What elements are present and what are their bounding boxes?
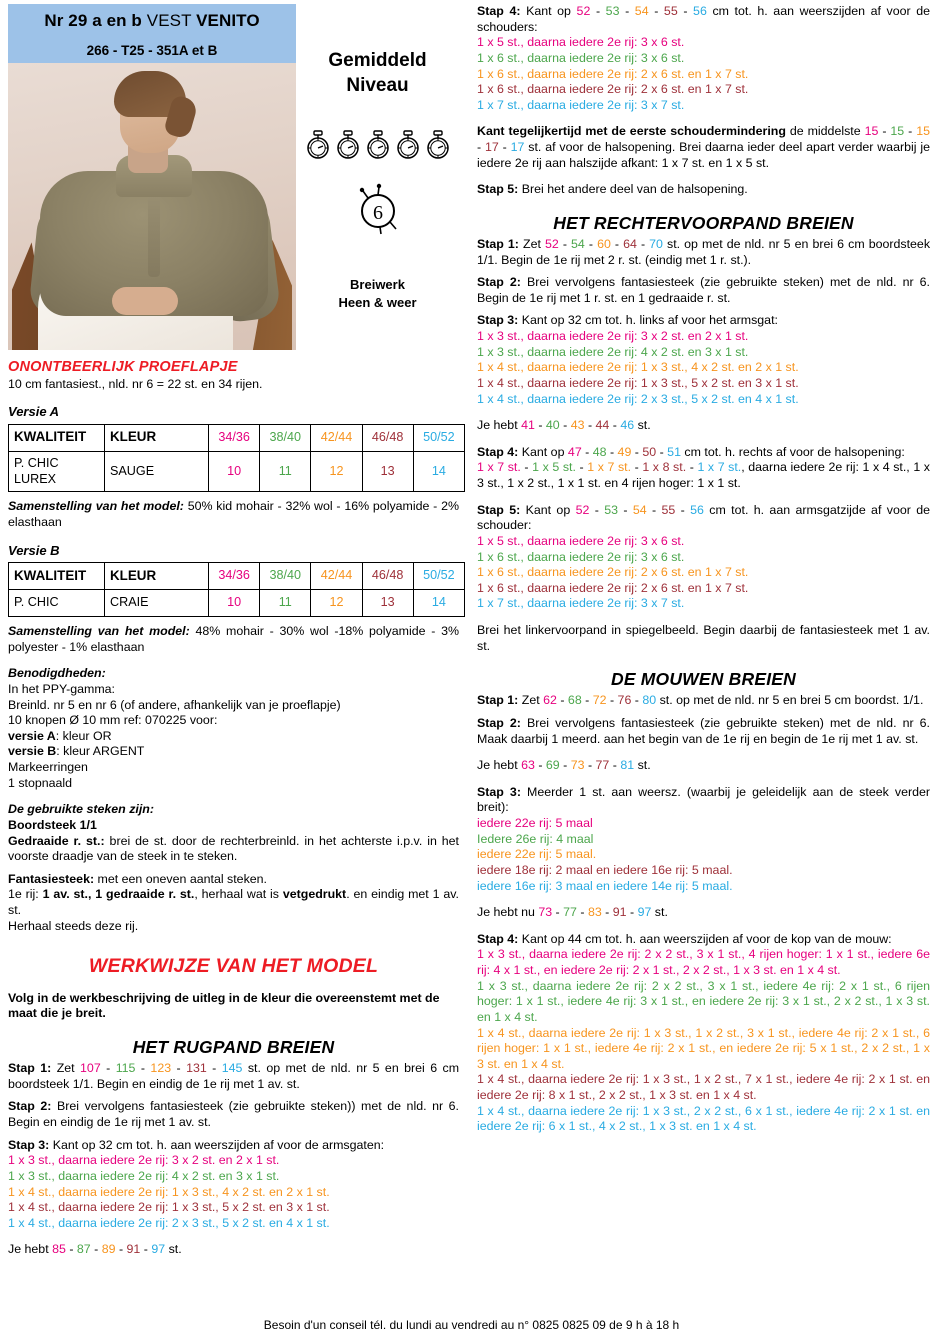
left-column [8,4,469,1339]
jehebt-value-1: 41 [521,418,535,433]
rugpand-stap-1: Stap 1: Zet 107 - 115 - 123 - 131 - 145 st. op met de nld. nr 5 en brei 6 cm boordsteek 1/1. Begin en eindig de 1e rij met 1 av. st. [8,1061,460,1091]
cell-qty-3: 12 [311,590,362,617]
difficulty-block [296,4,459,350]
rugpand-stap3-size-5: 1 x 4 st., daarna iedere 2e rij: 2 x 3 st., 5 x 2 st. en 4 x 1 st. [8,1215,330,1230]
rugpand-neck-note: Kant tegelijkertijd met de eerste schoudermindering de middelste 15 - 15 - 15 - 17 - 17 st. af voor de halsopening. Brei daarna ieder deel apart verder waarbij je iedere 2e rij aan halszijde afkant: 1 x 7 st. en 1 x 5 st. [477,124,931,170]
mouwen-stap-2 [477,716,930,747]
cell-colour: SAUGE [105,451,209,492]
version-a-button-colour: : kleur OR [55,728,112,743]
stap5-value-2: 53 [604,502,619,517]
rugpand-stap-5 [477,182,930,198]
jehebt-value-5: 97 [151,1242,166,1257]
rvp-stap5-size-2: 1 x 6 st., daarna iedere 2e rij: 3 x 6 st. [477,549,685,564]
jehebt-suffix: st. [165,1242,182,1257]
rvp-stap3-size-3: 1 x 4 st., daarna iedere 2e rij: 1 x 3 st., 4 x 2 st. en 2 x 1 st. [477,360,799,375]
stap2-text: Brei vervolgens fantasiesteek (zie gebruikte steken)) met de nld. nr 6. Begin en eindig de 1e rij met 1 av. st. [8,1099,459,1129]
rvp-stap3-result: Je hebt 41 - 40 - 43 - 44 - 46 st. [477,418,651,433]
jehebt1-prefix: Je hebt [477,758,522,773]
table-row [9,590,465,617]
header-kwaliteit: KWALITEIT [9,424,105,451]
pattern-reference: 266 - T25 - 351A et B [86,43,218,59]
cell-qty-4: 13 [362,590,413,617]
cell-qty-2: 11 [260,451,311,492]
stap4-prefix: Kant op [518,444,568,459]
stap1-value-3: 72 [592,693,607,708]
stap5-suffix: cm tot. h. aan armsgatzijde af voor de schouder: [477,502,930,533]
fantasie-label: Fantasiesteek: [8,871,95,886]
jehebt-value-3: 89 [101,1242,116,1257]
header-size-4: 46/48 [362,563,413,590]
gedraaide-label: Gedraaide r. st.: [8,833,105,848]
header-row [8,4,459,350]
stap5-label: Stap 5: [477,502,521,517]
stap4-value-5: 51 [667,444,681,459]
header-size-4: 46/48 [362,424,413,451]
stap1-label: Stap 1: [8,1061,52,1076]
rvp-stap-3 [477,313,930,329]
jehebt2-suffix: st. [651,905,668,920]
stitch-row-1 [8,887,459,918]
stap4-value-2: 53 [605,4,620,18]
rugpand-stap4-size-2: 1 x 6 st., daarna iedere 2e rij: 3 x 6 st. [477,50,685,65]
model-hands [112,287,178,315]
werkwijze-intro: Volg in de werkbeschrijving de uitleg in de kleur die overeenstemt met de maat die je breit. [8,990,440,1021]
jehebt-value-4: 44 [595,418,610,433]
rvp-stap5-size-5: 1 x 7 st., daarna iedere 2e rij: 3 x 7 st. [477,596,685,611]
rij1-middle: , herhaal wat is [194,887,283,902]
title-model-number: Nr 29 a en b [44,11,147,30]
header-kwaliteit: KWALITEIT [9,563,105,590]
kant-middle: de middelste [785,124,865,139]
stap1-prefix: Zet [51,1061,81,1076]
mouwen-stap4-size-5: 1 x 4 st., daarna iedere 2e rij: 1 x 3 st., 2 x 2 st., 6 x 1 st., iedere 4e rij: 2 x 1 st. en iedere 2e rij: 6 x 1 st., 4 x 2 st., 1 x 3 st. en 1 x 4 st. [477,1103,930,1134]
mouwen-stap-3 [477,785,930,816]
supplies-version-a [8,729,459,745]
version-b-table [8,562,465,617]
jehebt-value-5: 46 [620,418,635,433]
header-size-1: 34/36 [209,563,260,590]
rvp-stap5-size-1: 1 x 5 st., daarna iedere 2e rij: 3 x 6 st. [477,533,685,548]
stap3-text: Kant op 32 cm tot. h. links af voor het armsgat: [518,313,778,328]
stap4-seq-3: 1 x 7 st. [587,460,632,475]
mouwen-stap4-size-4: 1 x 4 st., daarna iedere 2e rij: 1 x 3 st., 1 x 2 st., 7 x 1 st., iedere 4e rij: 2 x 1 st. en iedere 2e rij: 8 x 1 st., 2 x 2 st., 1 x 3 st. en 1 x 4 st. [477,1072,930,1103]
gauge-text: 10 cm fantasiest., nld. nr 6 = 22 st. en 34 rijen. [8,376,263,391]
stap4-value-5: 56 [693,4,707,18]
stap4-tail: , daarna iedere 2e rij: 1 x 4 st., 1 x 3 st., 1 x 2 st., 1 x 1 st. en 4 rijen hoger: 1 x 1 st. [477,460,930,491]
rvp-stap-2 [477,275,930,306]
header-size-2: 38/40 [260,424,311,451]
stap5-value-4: 55 [661,502,676,517]
stap4-text: Kant op 44 cm tot. h. aan weerszijden af voor de kop van de mouw: [518,931,892,946]
stap5-text: Brei het andere deel van de halsopening. [518,182,748,197]
kant-value-1: 15 [864,124,879,139]
mouwen-stap4-size-1: 1 x 3 st., daarna iedere 2e rij: 2 x 2 st., 3 x 1 st., 4 rijen hoger: 1 x 1 st., iedere 6e rij: 4 x 1 st., en iedere 2e rij: 2 x 1 st., 2 x 2 st., 1 x 3 st. en 1 x 4 st. [477,947,930,978]
stap4-label: Stap 4: [477,4,521,18]
kant-value-5: 17 [510,140,525,154]
version-a-bold: versie A [8,728,56,743]
cell-qty-4: 13 [362,451,413,492]
stap3-label: Stap 3: [477,313,519,328]
stopwatch-icon [425,130,451,160]
composition-label: Samenstelling van het model: [8,499,184,514]
kant-suffix: st. af voor de halsopening. Brei daarna ieder deel apart verder waarbij je iedere 2e rij aan halszijde afkant: 1 x 7 st. en 1 x 5 st. [477,140,930,170]
stap4-value-1: 47 [567,444,582,459]
photo-block [8,4,296,350]
page-footer: Besoin d'un conseil tél. du lundi au vendredi au n° 0825 0825 09 de 9 h à 18 h [263,1317,680,1332]
rugpand-stap3-size-4: 1 x 4 st., daarna iedere 2e rij: 1 x 3 st., 5 x 2 st. en 3 x 1 st. [8,1200,330,1215]
stap1-value-4: 76 [617,693,632,708]
stap1-value-1: 62 [543,693,557,708]
knitting-method-line-1: Breiwerk [350,277,405,293]
stap1-value-2: 68 [567,693,582,708]
stopwatch-icon [305,130,331,160]
mouwen-stap4-size-3: 1 x 4 st., daarna iedere 2e rij: 1 x 3 st., 1 x 2 st., 3 x 1 st., iedere 4e rij: 2 x 1 st., 6 rijen hoger: 1 x 1 st., iedere 4e rij: 2 x 1 st., en iedere 2e rij: 5 x 1 st., 2 x 2 st., 1 x 3 st. en 1 x 4 st. [477,1025,930,1071]
mouwen-stap3-size-5: iedere 16e rij: 3 maal en iedere 14e rij: 5 maal. [477,878,733,893]
header-kleur: KLEUR [105,563,209,590]
rugpand-stap3-size-2: 1 x 3 st., daarna iedere 2e rij: 4 x 2 st. en 3 x 1 st. [8,1168,280,1183]
jehebt-prefix: Je hebt [8,1242,53,1257]
stap1-label: Stap 1: [477,236,519,251]
difficulty-rating [296,130,459,160]
rugpand-stap3-result: Je hebt 85 - 87 - 89 - 91 - 97 st. [8,1242,182,1257]
jehebt1-value-5: 81 [620,758,635,773]
stap4-label: Stap 4: [477,931,519,946]
cell-qty-5: 14 [413,451,464,492]
jehebt-value-2: 40 [545,418,560,433]
rechtervoorpand-title: HET RECHTERVOORPAND BREIEN [553,212,854,233]
mouwen-stap3-size-4: iedere 18e rij: 2 maal en iedere 16e rij: 5 maal. [477,862,733,877]
stap1-value-1: 107 [80,1061,101,1076]
rvp-stap5-size-3: 1 x 6 st., daarna iedere 2e rij: 2 x 6 st. en 1 x 7 st. [477,565,749,580]
title-model-name: VENITO [196,11,260,30]
stap4-value-4: 55 [663,4,678,18]
gedraaide-text: brei de st. door de rechterbreinld. in het achterste i.p.v. in het voorste draadje van de steek in te steken. [8,833,459,864]
stap1-value-3: 60 [597,236,611,251]
rugpand-stap4-size-5: 1 x 7 st., daarna iedere 2e rij: 3 x 7 st. [477,97,685,112]
mouwen-stap-4 [477,932,930,948]
stap2-label: Stap 2: [8,1099,52,1114]
stap1-prefix: Zet [518,236,545,251]
header-size-3: 42/44 [311,424,362,451]
rij1-end: . en eindig met 1 av. st. [8,887,459,918]
title-banner [8,4,296,63]
stap4-prefix: Kant op [520,4,577,18]
rij1-bold-1: 1 av. st., 1 gedraaide r. st. [42,887,195,902]
stap2-label: Stap 2: [477,275,521,290]
stap2-label: Stap 2: [477,715,521,730]
mouwen-result-2: Je hebt nu 73 - 77 - 83 - 91 - 97 st. [477,905,668,920]
cell-qty-1: 10 [209,451,260,492]
stap1-prefix: Zet [518,693,544,708]
stap1-label: Stap 1: [477,693,519,708]
mouwen-title: DE MOUWEN BREIEN [610,669,796,690]
jehebt-suffix: st. [634,418,651,433]
composition-text: 50% kid mohair - 32% wol - 16% polyamide - 2% elasthaan [8,499,459,530]
stap1-value-5: 145 [221,1061,243,1076]
stap1-suffix: st. op met de nld. nr 5 en brei 6 cm boordsteek 1/1. Begin en eindig de 1e rij met 1 av. st. [8,1061,460,1091]
header-size-2: 38/40 [260,563,311,590]
rugpand-stap4-size-4: 1 x 6 st., daarna iedere 2e rij: 2 x 6 st. en 1 x 7 st. [477,82,749,97]
mouwen-stap3-size-2: Iedere 26e rij: 4 maal [477,831,594,846]
stitch-gedraaide [8,834,459,865]
rvp-stap3-size-2: 1 x 3 st., daarna iedere 2e rij: 4 x 2 st. en 3 x 1 st. [477,344,749,359]
version-a-label: Versie A [8,404,60,420]
stap4-suffix: cm tot. h. aan weerszijden af voor de schouders: [477,4,931,34]
rvp-stap-1: Stap 1: Zet 52 - 54 - 60 - 64 - 70 st. op met de nld. nr 5 en brei 6 cm boordsteek 1/1. Begin de 1e rij met 2 r. st. (eindig met 1 r. st.). [477,236,931,267]
stap4-label: Stap 4: [477,444,519,459]
knitting-method [296,276,459,311]
stap5-prefix: Kant op [520,502,576,517]
mouwen-stap3-size-1: iedere 22e rij: 5 maal [477,816,593,831]
cell-qty-3: 12 [311,451,362,492]
supplies-line-6: Markeerringen [8,760,88,775]
stitch-fantasie [8,872,459,888]
needle-size-block [296,180,459,236]
knitting-needle-icon [350,180,406,236]
cell-qty-2: 11 [260,590,311,617]
jehebt1-suffix: st. [634,758,651,773]
stap1-value-4: 64 [623,236,637,251]
rvp-stap3-size-1: 1 x 3 st., daarna iedere 2e rij: 3 x 2 st. en 2 x 1 st. [477,329,749,344]
composition-text: 48% mohair - 30% wol -18% polyamide - 3% polyester - 1% elasthaan [8,624,459,654]
jehebt1-value-2: 69 [545,758,560,773]
stap3-text: Kant op 32 cm tot. h. aan weerszijden af voor de armsgaten: [49,1137,385,1152]
jehebt1-value-1: 63 [521,758,535,773]
stap4-value-4: 50 [642,444,657,459]
rugpand-stap-4: Stap 4: Kant op 52 - 53 - 54 - 55 - 56 cm tot. h. aan weerszijden af voor de schouders: [477,4,931,34]
supplies-line-3: 10 knopen Ø 10 mm ref: 070225 voor: [8,713,218,728]
supplies-version-b [8,744,459,760]
jehebt2-prefix: Je hebt nu [477,905,539,920]
stap3-label: Stap 3: [8,1137,50,1152]
stap3-label: Stap 3: [477,784,521,799]
stap1-value-2: 54 [571,236,585,251]
supplies-line-2: Breinld. nr 5 en nr 6 (of andere, afhankelijk van je proeflapje) [8,697,341,712]
rvp-closing-note: Brei het linkervoorpand in spiegelbeeld. Begin daarbij de fantasiesteek met 1 av. st. [477,623,930,653]
jehebt1-value-4: 77 [595,758,610,773]
header-kleur: KLEUR [105,424,209,451]
stopwatch-icon [335,130,361,160]
supplies-line-1: In het PPY-gamma: [8,681,115,696]
stap4-value-1: 52 [576,4,591,18]
stap3-text: Meerder 1 st. aan weersz. (waarbij je geleidelijk aan de steek verder breit): [477,784,930,815]
cell-qty-5: 14 [413,590,464,617]
version-a-composition [8,499,459,530]
table-header-row [9,424,465,451]
werkwijze-title: WERKWIJZE VAN HET MODEL [88,955,379,978]
right-column [469,4,930,1339]
mouwen-stap-1: Stap 1: Zet 62 - 68 - 72 - 76 - 80 st. op met de nld. nr 5 en brei 5 cm boordst. 1/1. [477,693,924,708]
stap5-label: Stap 5: [477,182,519,197]
stap1-value-3: 123 [150,1061,172,1076]
version-b-label: Versie B [8,542,60,558]
jehebt1-value-3: 73 [570,758,585,773]
stap1-value-4: 131 [186,1061,207,1076]
jehebt-value-1: 85 [52,1242,66,1257]
rvp-stap3-size-5: 1 x 4 st., daarna iedere 2e rij: 2 x 3 st., 5 x 2 st. en 4 x 1 st. [477,391,799,406]
jehebt2-value-2: 77 [563,905,577,920]
stap4-value-3: 54 [634,4,649,18]
header-size-5: 50/52 [413,424,464,451]
stap1-value-1: 52 [544,236,559,251]
supplies-heading: Benodigdheden: [8,666,106,681]
rij1-bold-2: vetgedrukt [282,887,347,902]
stap4-seq-5: 1 x 7 st. [697,460,742,475]
stap4-value-2: 48 [592,444,607,459]
rugpand-stap3-size-3: 1 x 4 st., daarna iedere 2e rij: 1 x 3 st., 4 x 2 st. en 2 x 1 st. [8,1184,330,1199]
mouwen-stap3-size-3: iedere 22e rij: 5 maal. [477,847,597,862]
jehebt2-value-3: 83 [587,905,602,920]
rugpand-stap4-size-1: 1 x 5 st., daarna iedere 2e rij: 3 x 6 st. [477,35,685,50]
jehebt2-value-1: 73 [538,905,553,920]
header-size-1: 34/36 [209,424,260,451]
jehebt2-value-5: 97 [637,905,652,920]
jehebt-value-4: 91 [126,1242,141,1257]
cell-qty-1: 10 [209,590,260,617]
kant-value-3: 15 [916,124,931,139]
supplies-line-7: 1 stopnaald [8,775,73,790]
difficulty-line-1: Gemiddeld [328,50,427,71]
rij1-prefix: 1e rij: [8,887,43,902]
jehebt-value-2: 87 [76,1242,91,1257]
stap5-value-3: 54 [632,502,647,517]
cell-quality: P. CHIC [9,590,105,617]
version-b-button-colour: : kleur ARGENT [56,744,145,759]
version-a-table [8,424,465,493]
stopwatch-icon [365,130,391,160]
table-header-row [9,563,465,590]
jehebt2-value-4: 91 [612,905,627,920]
stap1-value-2: 115 [115,1061,136,1076]
stap1-suffix: st. op met de nld. nr 5 en brei 5 cm boordst. 1/1. [656,693,924,708]
knitting-method-line-2: Heen & weer [338,294,417,310]
title-garment-type: VEST [146,11,197,30]
gauge-heading: ONONTBEERLIJK PROEFLAPJE [8,359,238,376]
difficulty-line-2: Niveau [346,75,409,97]
stap4-suffix: cm tot. h. rechts af voor de halsopening: [680,444,905,459]
kant-value-2: 15 [890,124,905,139]
stap5-value-5: 56 [690,502,704,517]
rugpand-stap-2 [8,1099,459,1130]
rvp-stap-4: Stap 4: Kant op 47 - 48 - 49 - 50 - 51 cm tot. h. rechts af voor de halsopening: 1 x 7 st. - 1 x 5 st. - 1 x 7 st. - 1 x 8 st. - 1 x 7 st., daarna iedere 2e rij: 1 x 4 st., 1 x 3 st., 1 x 2 st., 1 x 1 st. en 4 rijen hoger: 1 x 1 st. [477,444,930,491]
stitch-boordsteek: Boordsteek 1/1 [8,817,97,832]
jehebt-prefix: Je hebt [477,418,522,433]
difficulty-label [296,48,459,98]
mouwen-stap4-size-2: 1 x 3 st., daarna iedere 2e rij: 2 x 2 st., 3 x 1 st., iedere 4e rij: 2 x 1 st., 6 rijen hoger: 1 x 1 st., iedere 4e rij: 3 x 1 st., en iedere 2e rij: 3 x 1 st., 2 x 2 st., 1 x 3 st. en 1 x 4 st. [477,978,930,1024]
header-size-3: 42/44 [311,563,362,590]
rvp-stap-5: Stap 5: Kant op 52 - 53 - 54 - 55 - 56 cm tot. h. aan armsgatzijde af voor de schouder: [477,502,930,533]
stitch-repeat: Herhaal steeds deze rij. [8,918,139,933]
needle-size-value: 6 [372,202,383,225]
cell-quality: P. CHIC LUREX [9,451,105,492]
composition-label: Samenstelling van het model: [8,624,190,639]
stap1-value-5: 80 [642,693,657,708]
mouwen-result-1: Je hebt 63 - 69 - 73 - 77 - 81 st. [477,758,651,773]
stap5-value-1: 52 [575,502,590,517]
stap2-text: Brei vervolgens fantasiesteek (zie gebruikte steken) met de nld. nr 6. Maak daarbij 1 meerd. aan het begin van de 1e rij en begin de 1e rij met 1 av. st. [477,715,930,746]
rugpand-stap4-size-3: 1 x 6 st., daarna iedere 2e rij: 2 x 6 st. en 1 x 7 st. [477,66,749,81]
version-b-composition [8,624,459,655]
stap4-seq-4: 1 x 8 st. [642,460,687,475]
rugpand-stap3-size-1: 1 x 3 st., daarna iedere 2e rij: 3 x 2 st. en 2 x 1 st. [8,1153,280,1168]
stopwatch-icon [395,130,421,160]
jehebt-value-3: 43 [570,418,585,433]
rvp-stap5-size-4: 1 x 6 st., daarna iedere 2e rij: 2 x 6 st. en 1 x 7 st. [477,580,749,595]
stitches-heading: De gebruikte steken zijn: [8,802,154,817]
version-b-bold: versie B [8,744,57,759]
rvp-stap3-size-4: 1 x 4 st., daarna iedere 2e rij: 1 x 3 st., 5 x 2 st. en 3 x 1 st. [477,375,799,390]
kant-value-4: 17 [484,140,499,154]
stap2-text: Brei vervolgens fantasiesteek (zie gebruikte steken) met de nld. nr 6. Begin de 1e rij met 1 r. st. en 1 gedraaide r. st. [477,275,930,305]
kant-label: Kant tegelijkertijd met de eerste schoudermindering [477,124,786,139]
stap4-seq-1: 1 x 7 st. [477,460,525,475]
cell-colour: CRAIE [105,590,209,617]
header-size-5: 50/52 [413,563,464,590]
rugpand-title: HET RUGPAND BREIEN [132,1037,335,1058]
fantasie-text: met een oneven aantal steken. [94,871,267,886]
stap4-value-3: 49 [617,444,632,459]
table-row [9,451,465,492]
stap1-suffix: st. op met de nld. nr 5 en brei 6 cm boordsteek 1/1. Begin de 1e rij met 2 r. st. (eindig met 1 r. st.). [477,236,931,267]
stap4-seq-2: 1 x 5 st. [532,460,576,475]
page-title [12,10,292,31]
stap1-value-5: 70 [649,236,663,251]
model-photo [8,63,296,350]
rugpand-stap-3 [8,1138,459,1154]
